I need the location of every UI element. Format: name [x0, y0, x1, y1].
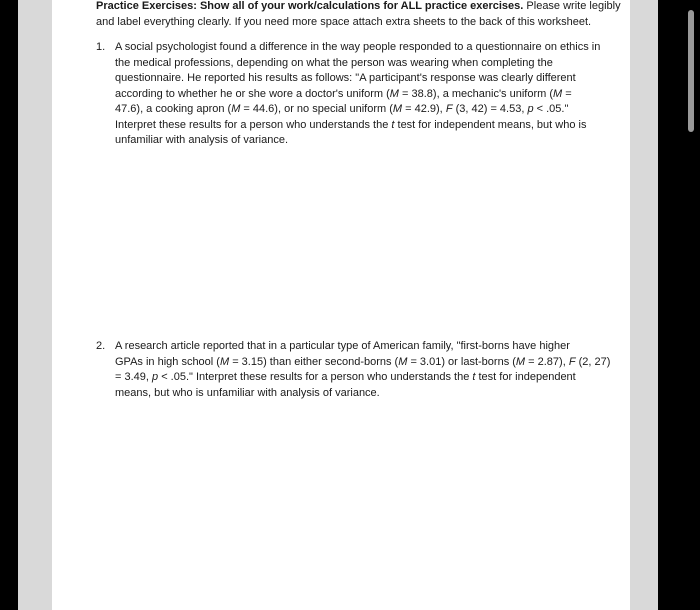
question-line: Interpret these results for a person who understands the t test for independent means, but who is — [115, 118, 587, 131]
question-text — [115, 339, 611, 401]
question-line: means, but who is unfamiliar with analysis of variance. — [115, 386, 380, 399]
instructions-text-1: Please write legibly — [523, 0, 621, 12]
instructions-paragraph — [96, 0, 621, 30]
question-line: A research article reported that in a particular type of American family, "first-borns have higher — [115, 340, 570, 352]
instructions-heading: Practice Exercises: Show all of your work/calculations for ALL practice exercises. — [96, 0, 524, 12]
question-line: unfamiliar with analysis of variance. — [115, 134, 289, 146]
question-line: = 3.49, p < .05." Interpret these results for a person who understands the t test for independent — [115, 371, 576, 383]
question-line: 47.6), a cooking apron (M = 44.6), or no special uniform (M = 42.9), F (3, 42) = 4.53, p < .05." — [115, 103, 569, 115]
question-number: 2. — [96, 340, 106, 352]
question-line: the medical professions, depending on what the person was wearing when completing the — [115, 56, 553, 69]
vertical-scrollbar[interactable] — [683, 0, 700, 610]
question-number: 1. — [96, 41, 106, 53]
question-line: A social psychologist found a difference in the way people responded to a questionnaire on ethics in — [115, 41, 601, 53]
question-text — [115, 40, 605, 149]
question-line: according to whether he or she wore a doctor's uniform (M = 38.8), a mechanic's uniform (M = — [115, 87, 572, 100]
question-line: GPAs in high school (M = 3.15) than either second-borns (M = 3.01) or last-borns (M = 2.87), F (2, 27) — [115, 355, 611, 368]
scrollbar-thumb[interactable] — [688, 10, 694, 132]
instructions-text-2: and label everything clearly. If you need more space attach extra sheets to the back of this worksheet. — [96, 15, 592, 28]
question-line: questionnaire. He reported his results as follows: "A participant's response was clearly different — [115, 72, 576, 84]
